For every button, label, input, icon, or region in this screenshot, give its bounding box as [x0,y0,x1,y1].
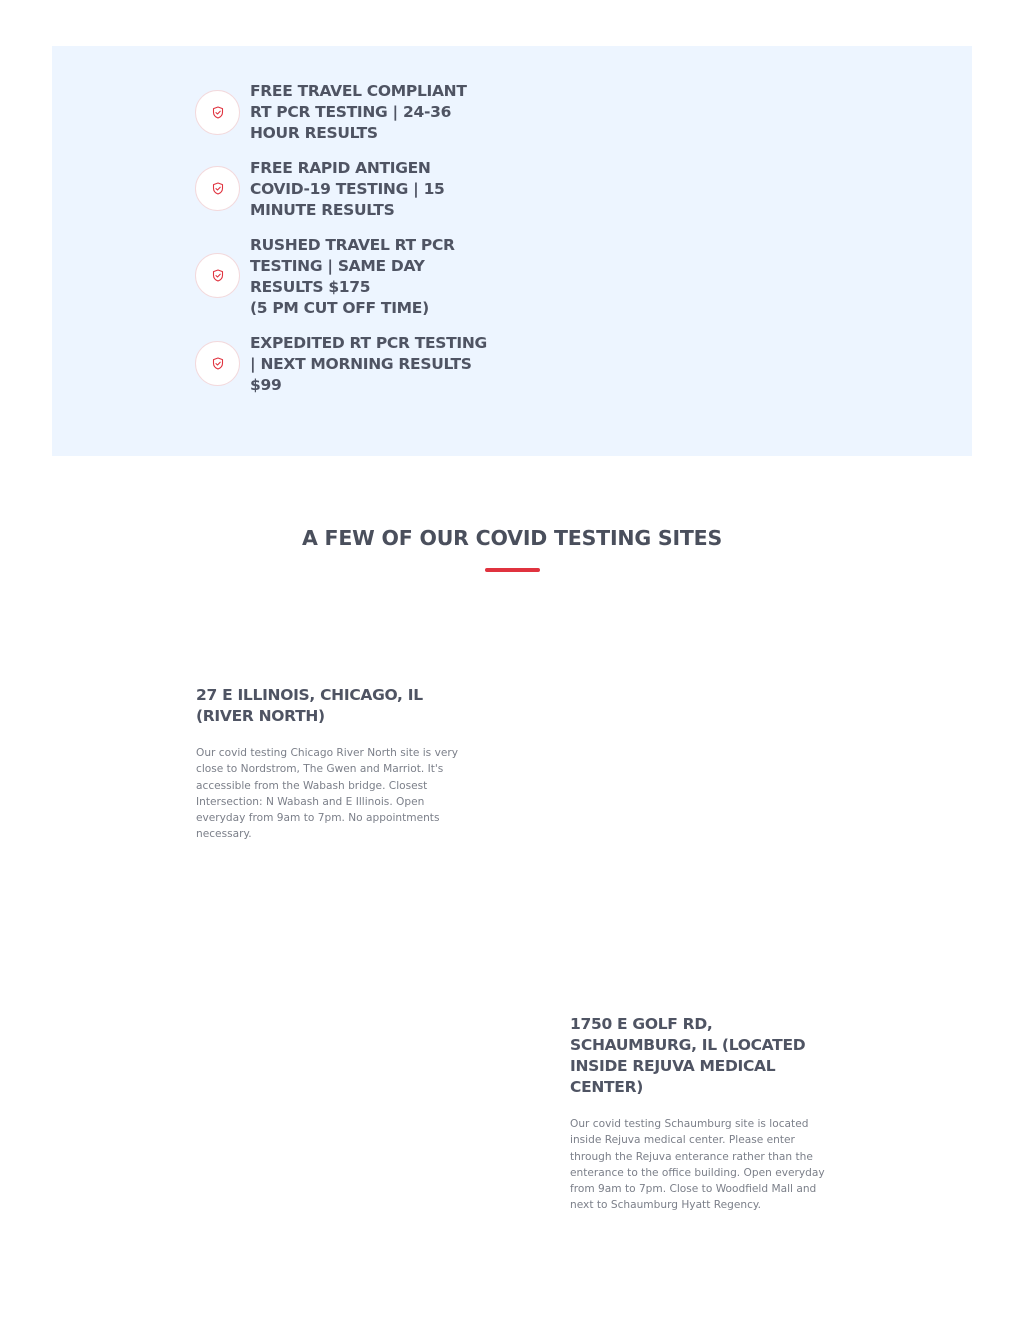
site-description: Our covid testing Chicago River North site is very close to Nordstrom, The Gwen and Marriot. It's accessible from the Wabash bridge. Closest Intersection: N Wabash and E Illinois. Open everyday from 9am to 7pm. No appointments necessary. [196,747,458,841]
service-title: FREE TRAVEL COMPLIANT RT PCR TESTING | 24-36 HOUR RESULTS [250,82,467,142]
service-title: RUSHED TRAVEL RT PCR TESTING | SAME DAY RESULTS $175 (5 PM CUT OFF TIME) [250,236,455,317]
shield-check-icon [195,253,240,298]
site-title: 27 E ILLINOIS, CHICAGO, IL (RIVER NORTH) [196,686,423,725]
shield-check-icon [195,90,240,135]
shield-check-icon [195,166,240,211]
shield-check-icon [195,341,240,386]
site-description: Our covid testing Schaumburg site is located inside Rejuva medical center. Please enter through the Rejuva enterance rather than the enterance to the office building. Open everyday from 9am to 7pm. Close to Woodfield Mall and next to Schaumburg Hyatt Regency. [570,1118,825,1212]
service-title: FREE RAPID ANTIGEN COVID-19 TESTING | 15 MINUTE RESULTS [250,159,445,219]
services-panel [52,46,972,456]
section-heading: A FEW OF OUR COVID TESTING SITES [301,526,723,550]
heading-accent-rule [485,568,540,572]
service-title: EXPEDITED RT PCR TESTING | NEXT MORNING RESULTS $99 [250,334,487,394]
site-card-schaumburg [570,1014,825,1214]
site-title: 1750 E GOLF RD, SCHAUMBURG, IL (LOCATED INSIDE REJUVA MEDICAL CENTER) [570,1015,806,1096]
site-card-chicago-river-north [196,685,468,843]
